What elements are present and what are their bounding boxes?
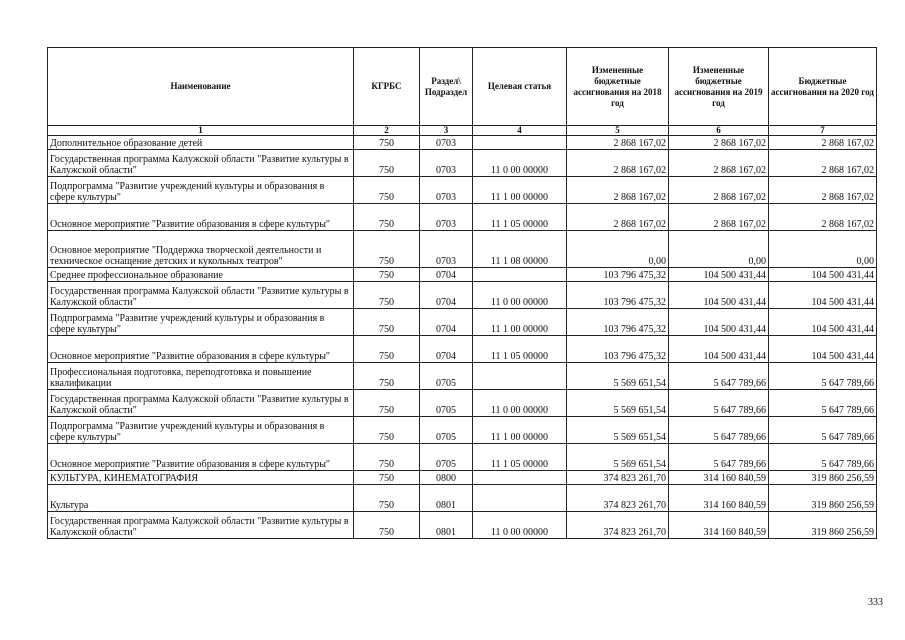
row-2018: 2 868 167,02 <box>567 177 669 204</box>
row-name: Государственная программа Калужской области "Развитие культуры в Калужской области" <box>48 150 354 177</box>
column-number: 7 <box>769 126 877 136</box>
row-2020: 104 500 431,44 <box>769 268 877 282</box>
row-2018: 2 868 167,02 <box>567 204 669 231</box>
row-2020: 104 500 431,44 <box>769 309 877 336</box>
row-kgrbs: 750 <box>354 390 420 417</box>
row-2020: 319 860 256,59 <box>769 485 877 512</box>
row-section: 0703 <box>420 150 473 177</box>
table-row <box>48 309 877 336</box>
row-2019: 314 160 840,59 <box>669 485 769 512</box>
row-kgrbs: 750 <box>354 512 420 539</box>
row-kgrbs: 750 <box>354 444 420 471</box>
row-2018: 0,00 <box>567 231 669 268</box>
row-kgrbs: 750 <box>354 417 420 444</box>
row-2018: 5 569 651,54 <box>567 444 669 471</box>
row-name: КУЛЬТУРА, КИНЕМАТОГРАФИЯ <box>48 471 354 485</box>
row-2020: 104 500 431,44 <box>769 336 877 363</box>
row-kgrbs: 750 <box>354 136 420 150</box>
table-row <box>48 136 877 150</box>
row-2020: 2 868 167,02 <box>769 177 877 204</box>
row-2019: 104 500 431,44 <box>669 282 769 309</box>
row-target <box>473 268 567 282</box>
budget-table <box>47 47 877 539</box>
row-2020: 319 860 256,59 <box>769 471 877 485</box>
row-section: 0705 <box>420 363 473 390</box>
row-2019: 104 500 431,44 <box>669 336 769 363</box>
row-2018: 374 823 261,70 <box>567 512 669 539</box>
header-target: Целевая статья <box>473 48 567 126</box>
row-name: Дополнительное образование детей <box>48 136 354 150</box>
row-2020: 0,00 <box>769 231 877 268</box>
row-2020: 319 860 256,59 <box>769 512 877 539</box>
column-number: 1 <box>48 126 354 136</box>
row-2019: 2 868 167,02 <box>669 177 769 204</box>
row-target: 11 0 00 00000 <box>473 282 567 309</box>
row-section: 0704 <box>420 268 473 282</box>
row-kgrbs: 750 <box>354 268 420 282</box>
row-section: 0705 <box>420 444 473 471</box>
header-2020: Бюджетные ассигнования на 2020 год <box>769 48 877 126</box>
row-name: Основное мероприятие "Развитие образования в сфере культуры" <box>48 336 354 363</box>
page-number: 333 <box>868 597 883 608</box>
row-section: 0801 <box>420 485 473 512</box>
row-2018: 103 796 475,32 <box>567 309 669 336</box>
column-number: 5 <box>567 126 669 136</box>
row-target <box>473 363 567 390</box>
row-kgrbs: 750 <box>354 204 420 231</box>
row-2019: 2 868 167,02 <box>669 204 769 231</box>
row-name: Государственная программа Калужской области "Развитие культуры в Калужской области" <box>48 512 354 539</box>
row-section: 0703 <box>420 177 473 204</box>
row-section: 0704 <box>420 282 473 309</box>
row-2019: 5 647 789,66 <box>669 390 769 417</box>
row-name: Культура <box>48 485 354 512</box>
row-2018: 5 569 651,54 <box>567 390 669 417</box>
table-row <box>48 417 877 444</box>
header-2019: Измененные бюджетные ассигнования на 2019 год <box>669 48 769 126</box>
row-section: 0703 <box>420 136 473 150</box>
header-section: Раздел\ Подраздел <box>420 48 473 126</box>
row-kgrbs: 750 <box>354 471 420 485</box>
row-name: Профессиональная подготовка, переподготовка и повышение квалификации <box>48 363 354 390</box>
row-section: 0704 <box>420 336 473 363</box>
table-row <box>48 390 877 417</box>
row-name: Основное мероприятие "Развитие образования в сфере культуры" <box>48 204 354 231</box>
row-section: 0703 <box>420 204 473 231</box>
row-2020: 5 647 789,66 <box>769 417 877 444</box>
header-kgrbs: КГРБС <box>354 48 420 126</box>
table-row <box>48 512 877 539</box>
table-row <box>48 471 877 485</box>
column-number: 3 <box>420 126 473 136</box>
row-2018: 103 796 475,32 <box>567 336 669 363</box>
row-kgrbs: 750 <box>354 336 420 363</box>
row-kgrbs: 750 <box>354 231 420 268</box>
row-2019: 5 647 789,66 <box>669 363 769 390</box>
table-row <box>48 268 877 282</box>
table-row <box>48 444 877 471</box>
table-row <box>48 485 877 512</box>
row-section: 0703 <box>420 231 473 268</box>
row-kgrbs: 750 <box>354 485 420 512</box>
row-name: Подпрограмма "Развитие учреждений культуры и образования в сфере культуры" <box>48 417 354 444</box>
row-2019: 314 160 840,59 <box>669 512 769 539</box>
row-2020: 5 647 789,66 <box>769 363 877 390</box>
row-2018: 2 868 167,02 <box>567 136 669 150</box>
row-2019: 5 647 789,66 <box>669 417 769 444</box>
table-row <box>48 336 877 363</box>
table-row <box>48 177 877 204</box>
row-2019: 314 160 840,59 <box>669 471 769 485</box>
header-2018: Измененные бюджетные ассигнования на 2018 год <box>567 48 669 126</box>
row-2020: 5 647 789,66 <box>769 390 877 417</box>
row-target: 11 1 05 00000 <box>473 444 567 471</box>
row-2018: 5 569 651,54 <box>567 363 669 390</box>
budget-table-sheet <box>47 47 876 539</box>
column-number: 4 <box>473 126 567 136</box>
row-target <box>473 485 567 512</box>
row-2020: 104 500 431,44 <box>769 282 877 309</box>
row-2020: 2 868 167,02 <box>769 150 877 177</box>
column-number: 6 <box>669 126 769 136</box>
row-name: Государственная программа Калужской области "Развитие культуры в Калужской области" <box>48 390 354 417</box>
row-section: 0705 <box>420 390 473 417</box>
row-section: 0801 <box>420 512 473 539</box>
row-2018: 103 796 475,32 <box>567 268 669 282</box>
row-section: 0800 <box>420 471 473 485</box>
row-2018: 5 569 651,54 <box>567 417 669 444</box>
header-row <box>48 48 877 126</box>
row-name: Основное мероприятие "Развитие образования в сфере культуры" <box>48 444 354 471</box>
row-2018: 374 823 261,70 <box>567 485 669 512</box>
row-2019: 2 868 167,02 <box>669 150 769 177</box>
row-kgrbs: 750 <box>354 282 420 309</box>
row-section: 0704 <box>420 309 473 336</box>
row-target: 11 1 05 00000 <box>473 204 567 231</box>
row-kgrbs: 750 <box>354 150 420 177</box>
row-2018: 103 796 475,32 <box>567 282 669 309</box>
table-row <box>48 204 877 231</box>
row-kgrbs: 750 <box>354 309 420 336</box>
row-2019: 5 647 789,66 <box>669 444 769 471</box>
header-name: Наименование <box>48 48 354 126</box>
row-2020: 2 868 167,02 <box>769 136 877 150</box>
table-row <box>48 150 877 177</box>
row-target: 11 1 00 00000 <box>473 177 567 204</box>
row-name: Подпрограмма "Развитие учреждений культуры и образования в сфере культуры" <box>48 177 354 204</box>
row-name: Подпрограмма "Развитие учреждений культуры и образования в сфере культуры" <box>48 309 354 336</box>
row-target: 11 0 00 00000 <box>473 512 567 539</box>
column-number-row <box>48 126 877 136</box>
row-2018: 374 823 261,70 <box>567 471 669 485</box>
row-2020: 5 647 789,66 <box>769 444 877 471</box>
row-2018: 2 868 167,02 <box>567 150 669 177</box>
row-2019: 0,00 <box>669 231 769 268</box>
row-target: 11 1 00 00000 <box>473 309 567 336</box>
row-name: Основное мероприятие "Поддержка творческой деятельности и техническое оснащение детских и кукольных театров" <box>48 231 354 268</box>
row-kgrbs: 750 <box>354 177 420 204</box>
row-section: 0705 <box>420 417 473 444</box>
row-target <box>473 471 567 485</box>
column-number: 2 <box>354 126 420 136</box>
row-target <box>473 136 567 150</box>
row-kgrbs: 750 <box>354 363 420 390</box>
row-name: Государственная программа Калужской области "Развитие культуры в Калужской области" <box>48 282 354 309</box>
row-name: Среднее профессиональное образование <box>48 268 354 282</box>
row-target: 11 1 00 00000 <box>473 417 567 444</box>
row-target: 11 1 05 00000 <box>473 336 567 363</box>
table-row <box>48 363 877 390</box>
table-row <box>48 231 877 268</box>
row-2019: 104 500 431,44 <box>669 309 769 336</box>
row-target: 11 0 00 00000 <box>473 150 567 177</box>
row-2020: 2 868 167,02 <box>769 204 877 231</box>
row-2019: 2 868 167,02 <box>669 136 769 150</box>
table-row <box>48 282 877 309</box>
row-2019: 104 500 431,44 <box>669 268 769 282</box>
row-target: 11 1 08 00000 <box>473 231 567 268</box>
row-target: 11 0 00 00000 <box>473 390 567 417</box>
